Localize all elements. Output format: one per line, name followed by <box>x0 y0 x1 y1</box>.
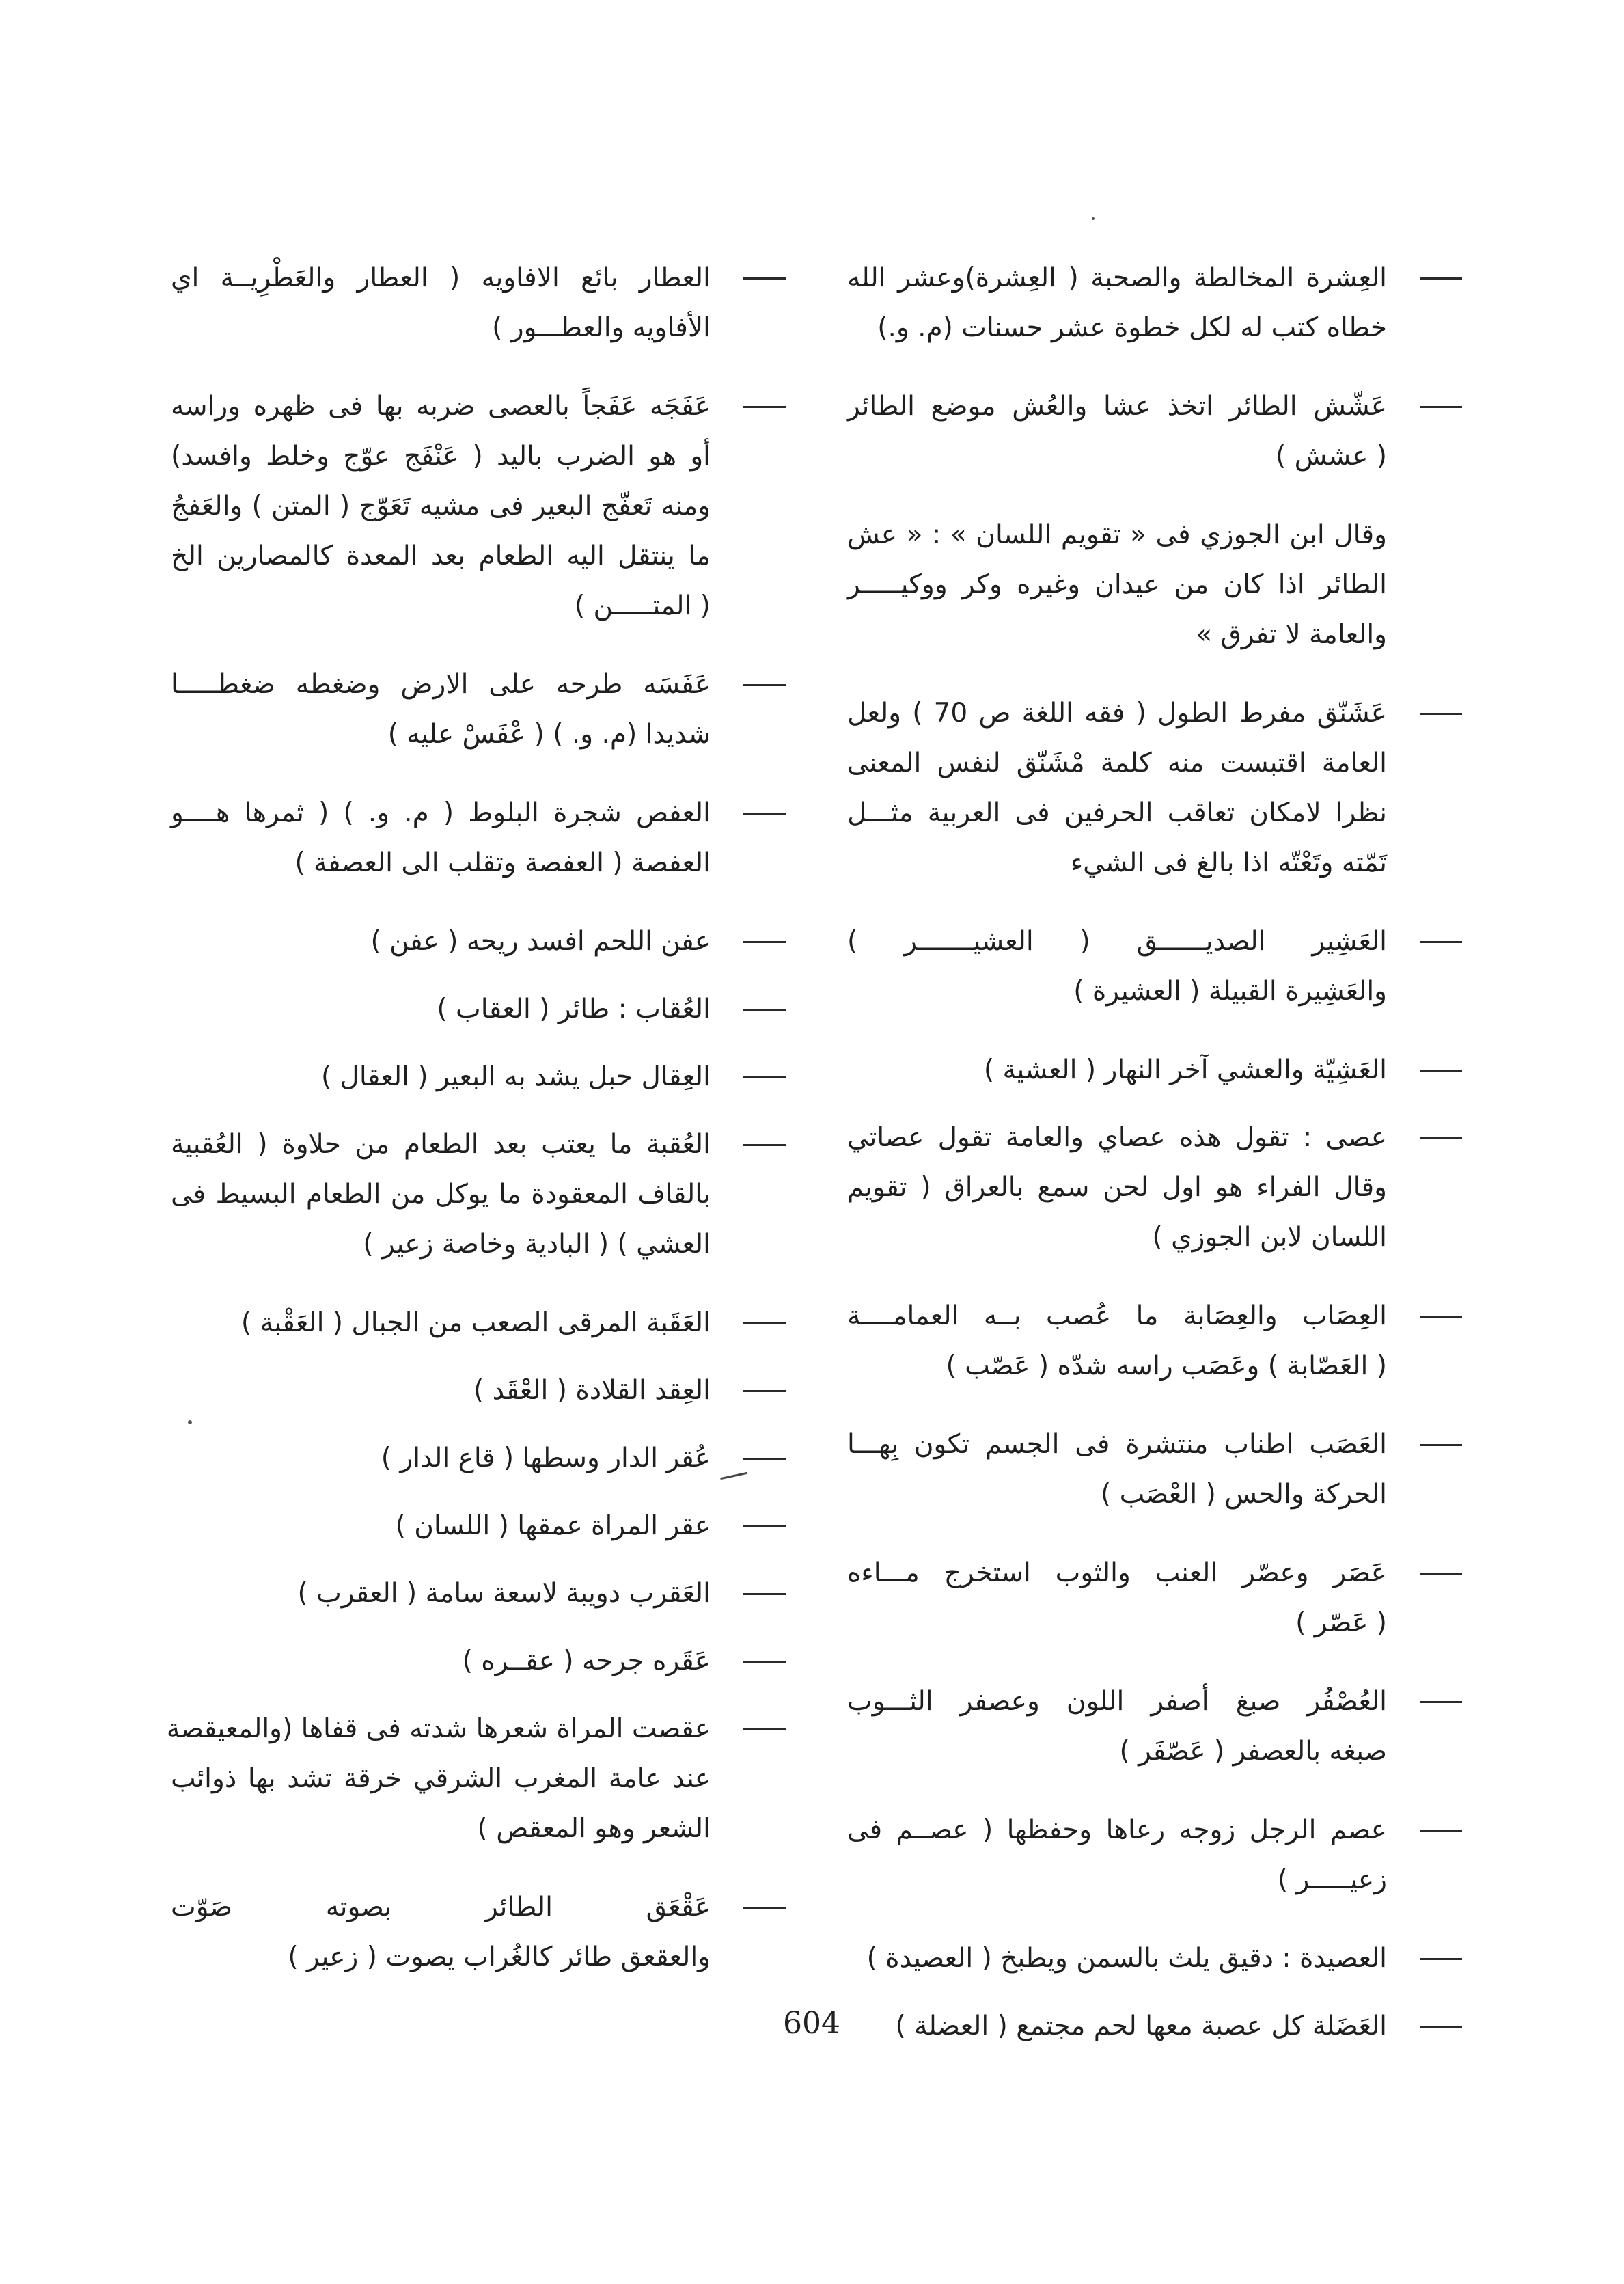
entry-line: العُصْفُر صبغ أصفر اللون وعصفر الثـــوب <box>847 1686 1387 1717</box>
dictionary-entry <box>847 1805 1462 1905</box>
entry-dash <box>743 1907 786 1909</box>
entry-dash <box>1420 1830 1462 1832</box>
dictionary-entry <box>171 788 786 888</box>
dictionary-entry <box>847 381 1462 481</box>
entry-line: بالقاف المعقودة ما يوكل من الطعام البسيط فى <box>171 1179 711 1210</box>
dictionary-entry <box>847 253 1462 353</box>
dictionary-entry <box>171 1636 786 1686</box>
entry-line: اللسان لابن الجوزي ) <box>1152 1222 1387 1253</box>
entry-line: عفن اللحم افسد ريحه ( عفن ) <box>370 926 711 957</box>
entry-line: ( المتـــــن ) <box>574 590 711 621</box>
dictionary-entry <box>171 1433 786 1483</box>
entry-dash <box>743 1458 786 1460</box>
entry-line: الأفاويه والعطـــور ) <box>492 312 711 343</box>
dictionary-entry <box>847 1676 1462 1776</box>
dictionary-entry <box>171 253 786 353</box>
entry-line: عند عامة المغرب الشرقي خرقة تشد بها ذوائب <box>171 1763 711 1794</box>
entry-line: والعامة لا تفرق » <box>1196 619 1387 650</box>
entry-line: والعقعق طائر كالغُراب يصوت ( زعير ) <box>288 1942 711 1972</box>
entry-line: عُقر الدار وسطها ( قاع الدار ) <box>381 1443 711 1473</box>
entry-line: والعَشِيرة القبيلة ( العشيرة ) <box>1073 976 1387 1007</box>
dictionary-entry <box>171 381 786 631</box>
right-column <box>847 253 1462 2069</box>
entry-line: ( العَصّابة ) وعَصَب راسه شدّه ( عَصّب ) <box>946 1350 1387 1381</box>
entry-line: أو هو الضرب باليد ( عَنْفَج عوّج وخلط وافسد) <box>171 441 711 472</box>
entry-dash <box>743 813 786 815</box>
left-column <box>166 253 786 2011</box>
entry-line: العَشِيّة والعشي آخر النهار ( العشية ) <box>983 1055 1387 1085</box>
entry-dash <box>743 1144 786 1146</box>
entry-line: عَشَنّق مفرط الطول ( فقه اللغة ص 70 ) ولعل <box>847 698 1387 729</box>
dictionary-entry <box>171 1052 786 1102</box>
entry-dash <box>1420 1316 1462 1318</box>
entry-line: العَقَبة المرقى الصعب من الجبال ( العَقْبة ) <box>240 1307 711 1338</box>
entry-line: عَصَر وعصّر العنب والثوب استخرج مـــاءه <box>847 1558 1387 1588</box>
dictionary-entry <box>847 1045 1462 1095</box>
entry-line: الشعر وهو المعقص ) <box>477 1813 711 1844</box>
entry-dash <box>1420 941 1462 943</box>
entry-line: العَصَب اطناب منتشرة فى الجسم تكون بِهـــا <box>847 1429 1387 1460</box>
entry-dash <box>1420 1070 1462 1072</box>
entry-line: تَمّته وتَعْتّه اذا بالغ فى الشيء <box>1070 847 1387 878</box>
entry-line: ما ينتقل اليه الطعام بعد المعدة كالمصارين الخ <box>171 541 711 571</box>
entry-line: عقصت المراة شعرها شدته فى قفاها (والمعيقصة <box>166 1713 711 1744</box>
entry-dash <box>743 1009 786 1011</box>
entry-dash <box>743 406 786 408</box>
dictionary-entry <box>171 1882 786 1982</box>
entry-dash <box>743 1661 786 1663</box>
dictionary-entry <box>847 1113 1462 1262</box>
dictionary-entry <box>171 984 786 1034</box>
entry-line: عصى : تقول هذه عصاي والعامة تقول عصاتي <box>847 1122 1387 1153</box>
entry-line: ( عَصّر ) <box>1295 1607 1387 1638</box>
entry-line: العفص شجرة البلوط ( م. و. ) ( ثمرها هــــو <box>171 798 711 828</box>
dictionary-entry <box>847 1419 1462 1519</box>
entry-line: العُقبة ما يعتب بعد الطعام من حلاوة ( العُقبية <box>171 1129 711 1160</box>
dictionary-entry <box>847 2001 1462 2051</box>
entry-line: العِقد القلادة ( العْقَد ) <box>473 1375 711 1406</box>
entry-dash <box>743 1728 786 1730</box>
entry-line: زعيـــــر ) <box>1277 1864 1387 1895</box>
entry-line: الطائر اذا كان من عيدان وغيره وكر ووكيـــــر <box>847 569 1387 600</box>
entry-line: عصم الرجل زوجه رعاها وحفظها ( عصــم فى <box>847 1814 1387 1845</box>
entry-line: العَضَلة كل عصبة معها لحم مجتمع ( العضلة ) <box>895 2011 1387 2041</box>
entry-line: ( عشش ) <box>1275 441 1387 472</box>
dictionary-entry <box>847 688 1462 888</box>
dictionary-entry <box>171 660 786 759</box>
entry-dash <box>1420 1573 1462 1575</box>
entry-dash <box>1420 1701 1462 1703</box>
entry-line: العشي ) ( البادية وخاصة زعير ) <box>363 1229 711 1260</box>
entry-line: العصيدة : دقيق يلث بالسمن ويطبخ ( العصيدة ) <box>866 1943 1387 1974</box>
entry-dash <box>743 277 786 280</box>
entry-line: نظرا لامكان تعاقب الحرفين فى العربية مثـــل <box>847 798 1387 828</box>
entry-dash <box>1420 1444 1462 1446</box>
entry-line: العِقال حبل يشد به البعير ( العقال ) <box>320 1061 711 1092</box>
entry-line: عَفَسَه طرحه على الارض وضغطه ضغطـــــا <box>171 669 711 700</box>
scan-speck <box>188 1420 192 1424</box>
dictionary-entry <box>847 1291 1462 1391</box>
scan-speck <box>1092 217 1095 220</box>
dictionary-entry <box>171 916 786 966</box>
entry-dash <box>1420 406 1462 408</box>
entry-line: خطاه كتب له لكل خطوة عشر حسنات (م. و.) <box>877 312 1387 343</box>
dictionary-entry <box>171 1365 786 1415</box>
entry-line: العِصَاب والعِصَابة ما عُصب بــه العمامــــة <box>847 1301 1387 1331</box>
entry-dash <box>1420 277 1462 280</box>
dictionary-entry <box>171 1119 786 1269</box>
entry-dash <box>743 1593 786 1595</box>
entry-dash <box>743 1322 786 1324</box>
entry-dash <box>743 1390 786 1392</box>
entry-line: عَشّش الطائر اتخذ عشا والعُش موضع الطائر <box>847 391 1387 422</box>
entry-line: ومنه تَعفّج البعير فى مشيه تَعَوّج ( المتن ) والعَفجُ <box>171 491 711 521</box>
entry-line: صبغه بالعصفر ( عَصّفَر ) <box>1119 1736 1387 1767</box>
entry-line: العُقاب : طائر ( العقاب ) <box>437 994 711 1024</box>
entry-line: عقر المراة عمقها ( اللسان ) <box>395 1510 711 1541</box>
entry-line: العَقرب دويبة لاسعة سامة ( العقرب ) <box>297 1578 711 1609</box>
entry-line: العامة اقتبست منه كلمة مْشَنّق لنفس المعنى <box>847 748 1387 778</box>
entry-line: وقال الفراء هو اول لحن سمع بالعراق ( تقويم <box>847 1172 1387 1203</box>
entry-dash <box>743 1525 786 1527</box>
entry-dash <box>1420 1137 1462 1139</box>
entry-line: العطار بائع الافاويه ( العطار والعَطْرِيــة اي <box>171 262 711 293</box>
entry-line: عَفَجَه عَفَجاً بالعصى ضربه بها فى ظهره وراسه <box>171 391 711 422</box>
entry-dash <box>1420 1958 1462 1960</box>
dictionary-entry <box>166 1704 786 1853</box>
dictionary-entry <box>171 1568 786 1618</box>
dictionary-entry <box>847 1548 1462 1648</box>
entry-line: عَقْعَق الطائر بصوته صَوّت <box>171 1892 711 1922</box>
entry-line: شديدا (م. و. ) ( عْفَسْ عليه ) <box>387 719 711 750</box>
dictionary-entry <box>171 1501 786 1551</box>
entry-dash <box>1420 2026 1462 2028</box>
entry-dash <box>1420 713 1462 715</box>
dictionary-entry <box>847 510 1462 660</box>
entry-dash <box>743 941 786 943</box>
entry-line: العِشرة المخالطة والصحبة ( العِشرة)وعشر الله <box>847 262 1387 293</box>
page-number: 604 <box>783 2006 840 2041</box>
entry-dash <box>743 1076 786 1078</box>
entry-line: عَقَره جرحه ( عقــره ) <box>462 1646 711 1676</box>
dictionary-entry <box>847 1933 1462 1983</box>
dictionary-entry <box>171 1298 786 1348</box>
entry-line: العفصة ( العفصة وتقلب الى العصفة ) <box>294 847 711 878</box>
dictionary-entry <box>847 916 1462 1016</box>
entry-line: الحركة والحس ( العْصَب ) <box>1100 1479 1387 1510</box>
entry-line: العَشِير الصديــــــق ( العشيـــــــر ) <box>847 926 1387 957</box>
entry-line: وقال ابن الجوزي فى « تقويم اللسان » : « عش <box>847 519 1387 550</box>
entry-dash <box>743 684 786 686</box>
